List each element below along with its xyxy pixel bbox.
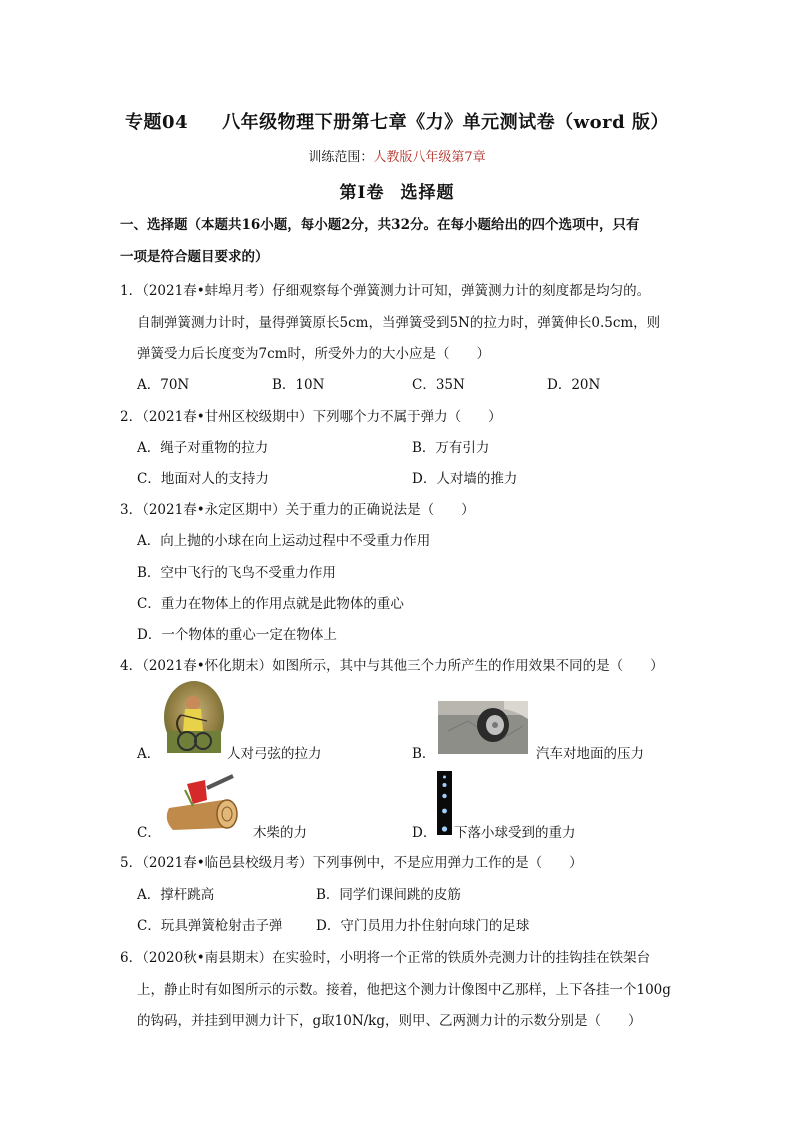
q3-option-a: A．向上抛的小球在向上运动过程中不受重力作用 [137,533,431,549]
q3-option-d: D．一个物体的重心一定在物体上 [137,627,337,643]
q6-stem-line-3: 的钩码，并挂到甲测力计下，g取10N/kg，则甲、乙两测力计的示数分别是（ ） [137,1013,642,1029]
car-tire-image [438,701,528,754]
q1-stem-line-2: 自制弹簧测力计时，量得弹簧原长5cm，当弹簧受到5N的拉力时，弹簧伸长0.5cm，则 [137,315,661,331]
axe-wood-image [163,770,241,835]
q1-option-c: C．35N [412,377,465,393]
q2-option-d: D．人对墙的推力 [412,471,518,487]
q5-option-d: D．守门员用力扑住射向球门的足球 [316,918,530,934]
q1-stem-line-1: 1．（2021春•蚌埠月考）仔细观察每个弹簧测力计可知，弹簧测力计的刻度都是均匀的。 [120,283,651,299]
q4-option-c-label: C． [137,825,161,841]
q5-option-c: C．玩具弹簧枪射击子弹 [137,918,283,934]
q4-option-c-text: 木柴的力 [253,825,307,841]
q4-option-b-label: B． [412,746,436,762]
q5-option-b: B．同学们课间跳的皮筋 [316,887,461,903]
q3-option-b: B．空中飞行的飞鸟不受重力作用 [137,565,336,581]
q3-stem: 3．（2021春•永定区期中）关于重力的正确说法是（ ） [120,502,475,518]
q1-option-a: A．70N [137,377,190,393]
section-name: 选择题 [400,183,455,203]
q2-option-a: A．绳子对重物的拉力 [137,440,269,456]
scope-value: 人教版八年级第7章 [373,150,486,165]
q5-stem: 5．（2021春•临邑县校级月考）下列事例中，不是应用弹力工作的是（ ） [120,855,583,871]
archer-bow-image [163,681,225,754]
q2-stem: 2．（2021春•甘州区校级期中）下列哪个力不属于弹力（ ） [120,409,502,425]
q4-option-b-text: 汽车对地面的压力 [536,746,644,762]
q2-option-c: C．地面对人的支持力 [137,471,269,487]
q5-option-a: A．撑杆跳高 [137,887,215,903]
title-topic-number: 专题04 [125,112,189,133]
q6-stem-line-1: 6．（2020秋•南县期末）在实验时，小明将一个正常的铁质外壳测力计的挂钩挂在铁架台 [120,950,651,966]
q1-option-b: B．10N [272,377,325,393]
part-heading-line-1: 一、选择题（本题共16小题，每小题2分，共32分。在每小题给出的四个选项中，只有 [120,217,640,233]
q1-stem-line-3: 弹簧受力后长度变为7cm时，所受外力的大小应是（ ） [137,346,490,362]
q4-stem: 4．（2021春•怀化期末）如图所示，其中与其他三个力所产生的作用效果不同的是（ ） [120,658,664,674]
section-volume: 第Ⅰ卷 [339,183,385,203]
part-heading-line-2: 一项是符合题目要求的） [120,249,269,265]
title-text: 八年级物理下册第七章《力》单元测试卷（word 版） [222,112,669,133]
q3-option-c: C．重力在物体上的作用点就是此物体的重心 [137,596,404,612]
q4-option-d-label: D． [412,825,437,841]
falling-ball-image [437,771,452,835]
q1-option-d: D．20N [547,377,601,393]
training-scope [0,146,794,165]
q4-option-a-label: A． [137,746,161,762]
q4-option-d-text: 下落小球受到的重力 [454,825,576,841]
q2-option-b: B．万有引力 [412,440,490,456]
section-title [0,178,794,203]
scope-label: 训练范围： [308,150,374,165]
document-title [0,108,794,134]
q6-stem-line-2: 上，静止时有如图所示的示数。接着，他把这个测力计像图中乙那样，上下各挂一个100g [137,982,671,998]
q4-option-a-text: 人对弓弦的拉力 [227,746,322,762]
